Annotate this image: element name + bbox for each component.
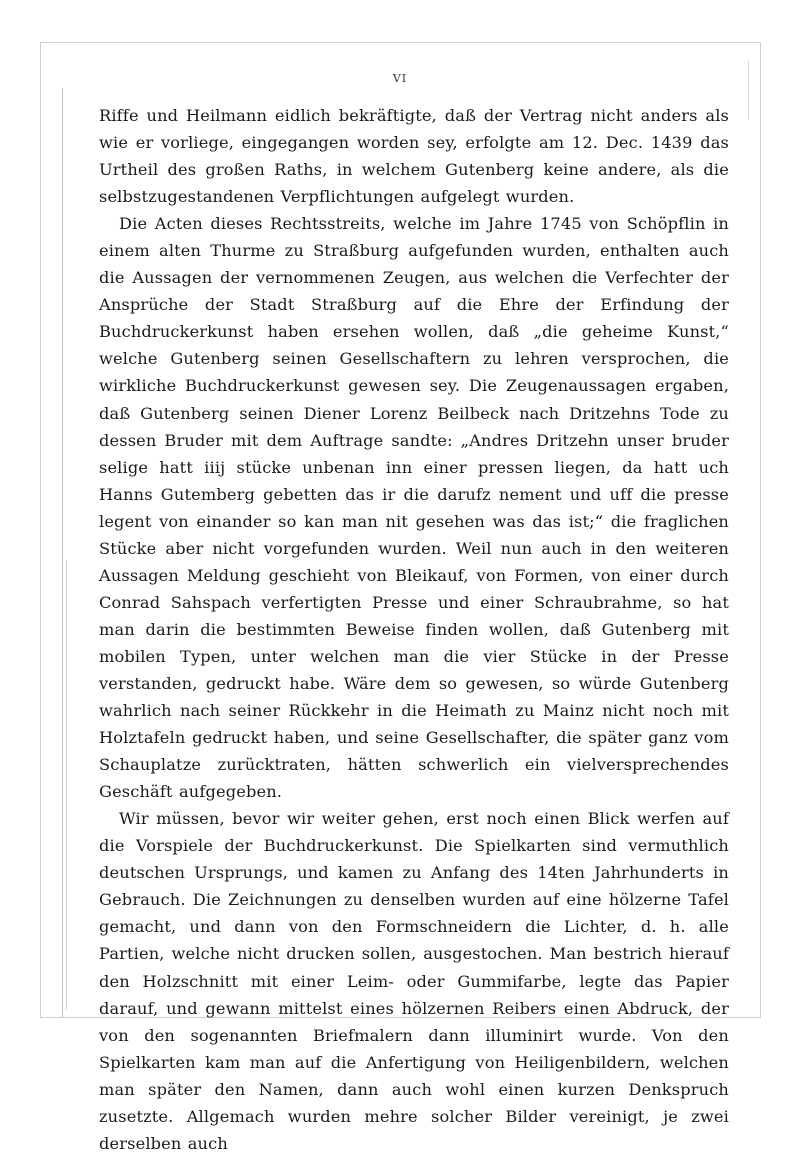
- paragraph: Riffe und Heilmann eidlich bekräftigte, daß der Vertrag nicht anders als wie er vorliege, eingegangen worden sey, erfolgte am 12. Dec. 1439 das Urtheil des großen Raths, in welchem Gutenberg keine andere, als die selbstzugestandenen Verpflichtungen aufgelegt wurden.: [99, 106, 729, 207]
- edge-rule: [748, 60, 749, 120]
- body-text: [99, 102, 729, 1157]
- paragraph: Wir müssen, bevor wir weiter gehen, erst noch einen Blick werfen auf die Vorspiele der Buchdruckerkunst. Die Spielkarten sind vermuthlich deutschen Ursprungs, und kamen zu Anfang des 14ten Jahrhunderts in Gebrauch. Die Zeichnungen zu denselben wurden auf eine hölzerne Tafel gemacht, und dann von den Formschneidern die Lichter, d. h. alle Partien, welche nicht drucken sollen, ausgestochen. Man bestrich hierauf den Holzschnitt mit einer Leim- oder Gummifarbe, legte das Papier darauf, und gewann mittelst eines hölzernen Reibers einen Abdruck, der von den sogenannten Briefmalern dann illuminirt wurde. Von den Spielkarten kam man auf die Anfertigung von Heiligenbildern, welchen man später den Namen, dann auch wohl einen kurzen Denkspruch zusetzte. Allgemach wurden mehre solcher Bilder vereinigt, je zwei derselben auch: [99, 809, 729, 1153]
- paragraph: Die Acten dieses Rechtsstreits, welche im Jahre 1745 von Schöpflin in einem alten Thurme zu Straßburg aufgefunden wurden, enthalten auch die Aussagen der vernommenen Zeugen, aus welchen die Verfechter der Ansprüche der Stadt Straßburg auf die Ehre der Erfindung der Buchdruckerkunst haben ersehen wollen, daß „die geheime Kunst,“ welche Gutenberg seinen Gesellschaftern zu lehren versprochen, die wirkliche Buchdruckerkunst gewesen sey. Die Zeugenaussagen ergaben, daß Gutenberg seinen Diener Lorenz Beilbeck nach Dritzehns Tode zu dessen Bruder mit dem Auftrage sandte: „Andres Dritzehn unser bruder selige hatt iiij stücke unbenan inn einer pressen liegen, da hatt uch Hanns Gutemberg gebetten das ir die darufz nement und uff die presse legent von einander so kan man nit gesehen was das ist;“ die fraglichen Stücke aber nicht vorgefunden wurden. Weil nun auch in den weiteren Aussagen Meldung geschieht von Bleikauf, von Formen, von einer durch Conrad Sahspach verfertigten Presse und einer Schraubrahme, so hat man darin die bestimmten Beweise finden wollen, daß Gutenberg mit mobilen Typen, unter welchen man die vier Stücke in der Presse verstanden, gedruckt habe. Wäre dem so gewesen, so würde Gutenberg wahrlich nach seiner Rückkehr in die Heimath zu Mainz nicht noch mit Holztafeln gedruckt haben, und seine Gesellschafter, die später ganz vom Schauplatze zurücktraten, hätten schwerlich ein vielversprechendes Geschäft aufgegeben.: [99, 214, 729, 802]
- page-number: VI: [392, 72, 408, 85]
- binding-rule: [62, 88, 63, 1018]
- binding-rule-inner: [66, 560, 67, 1010]
